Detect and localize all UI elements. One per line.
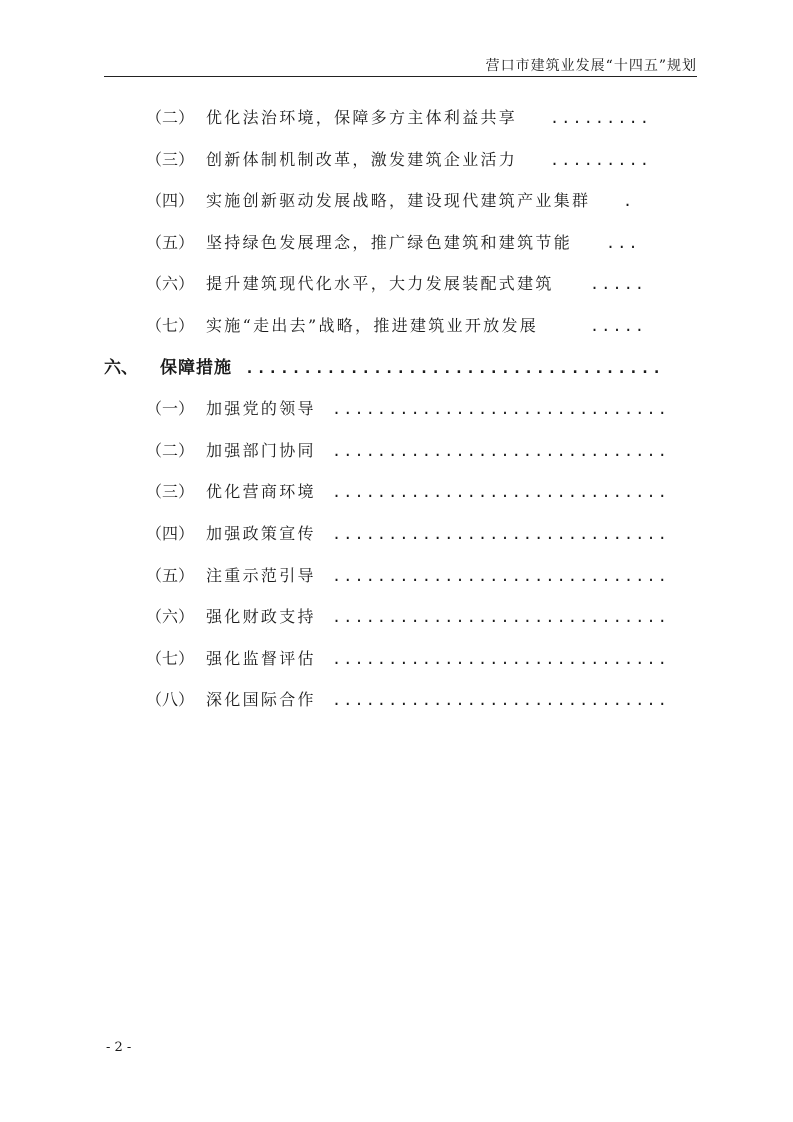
toc-entry-number: （四）	[146, 191, 195, 210]
toc-entry-title: 优化营商环境	[206, 482, 316, 501]
toc-entry-title: 加强部门协同	[206, 441, 316, 460]
toc-entry-leader: ..............................	[332, 442, 669, 460]
toc-entry-title: 实施创新驱动发展战略，建设现代建筑产业集群	[206, 191, 591, 210]
toc-section-title: 保障措施	[160, 358, 232, 378]
page-number: - 2 -	[106, 1040, 132, 1055]
toc-entry-number: （六）	[146, 607, 195, 626]
toc-entry-leader: ..............................	[332, 691, 669, 709]
toc-entry-number: （一）	[146, 399, 195, 418]
toc-entry-number: （五）	[146, 233, 195, 252]
toc-entry-title: 加强党的领导	[206, 399, 316, 418]
toc-entry-leader: .........	[550, 151, 652, 169]
toc-entry-number: （二）	[146, 441, 195, 460]
toc-entry-leader: ..............................	[332, 608, 669, 626]
toc-entry-number: （三）	[146, 150, 195, 169]
toc-entry-number: （二）	[146, 108, 195, 127]
toc-entry-leader: .....	[590, 317, 647, 335]
toc-entry-leader: ..............................	[332, 567, 669, 585]
toc-entry-leader: ...	[606, 234, 640, 252]
toc-entry-title: 优化法治环境，保障多方主体利益共享	[206, 108, 518, 127]
toc-entry-title: 实施“走出去”战略，推进建筑业开放发展	[206, 316, 539, 335]
toc-entry-number: （七）	[146, 649, 195, 668]
toc-entry-leader: ..............................	[332, 400, 669, 418]
toc-entry-title: 坚持绿色发展理念，推广绿色建筑和建筑节能	[206, 233, 573, 252]
toc-entry-title: 提升建筑现代化水平，大力发展装配式建筑	[206, 274, 554, 293]
toc-entry-leader: .	[623, 192, 635, 210]
toc-entry-title: 加强政策宣传	[206, 524, 316, 543]
toc-section-number: 六、	[104, 358, 138, 378]
toc-entry-leader: .........	[550, 109, 652, 127]
toc-entry-number: （四）	[146, 524, 195, 543]
toc-entry-title: 强化监督评估	[206, 649, 316, 668]
toc-entry-title: 注重示范引导	[206, 566, 316, 585]
running-header-title: 营口市建筑业发展“十四五”规划	[485, 58, 697, 74]
toc-entry-title: 强化财政支持	[206, 607, 316, 626]
toc-entry-leader: ..............................	[332, 525, 669, 543]
toc-entry-number: （五）	[146, 566, 195, 585]
toc-entry-number: （三）	[146, 482, 195, 501]
toc-entry-leader: .....	[590, 275, 647, 293]
toc-entry-number: （六）	[146, 274, 195, 293]
toc-entry-leader: ..............................	[332, 483, 669, 501]
toc-entry-number: （八）	[146, 690, 195, 709]
toc-entry-leader: ..............................	[332, 650, 669, 668]
toc-entry-title: 深化国际合作	[206, 690, 316, 709]
toc-section-leader: ....................................	[245, 359, 664, 377]
toc-entry-number: （七）	[146, 316, 195, 335]
toc-entry-title: 创新体制机制改革，激发建筑企业活力	[206, 150, 518, 169]
